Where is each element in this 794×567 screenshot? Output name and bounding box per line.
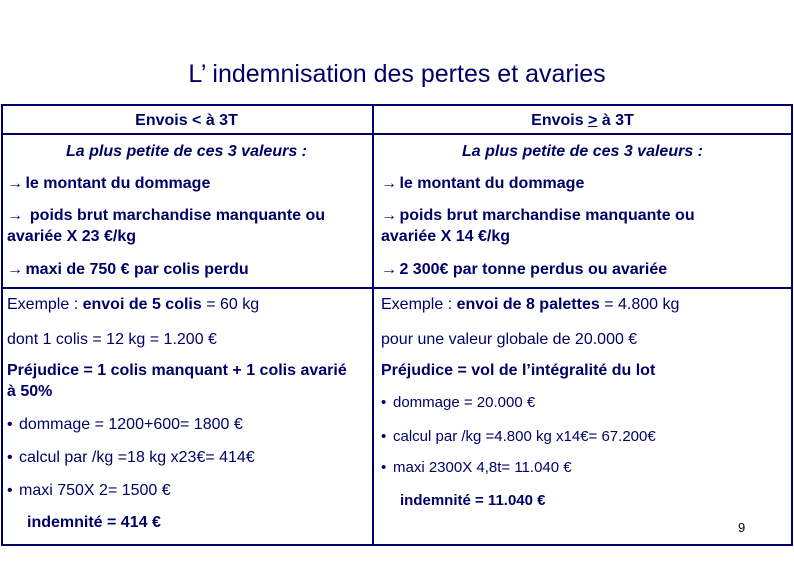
right-arrow-icon: →: [7, 175, 23, 192]
right-subheader: La plus petite de ces 3 valeurs :: [462, 143, 703, 160]
right-arrow-icon: →: [381, 207, 397, 224]
left-prejudice: Préjudice = 1 colis manquant + 1 colis avarié à 50%: [7, 362, 347, 400]
table-border-top: [1, 104, 793, 106]
right-arrow-icon: →: [381, 261, 397, 278]
column-divider: [372, 104, 374, 546]
left-bullet-3: • maxi 750X 2= 1500 €: [7, 482, 171, 499]
right-rule-3: → 2 300€ par tonne perdus ou avariée: [381, 261, 668, 278]
left-example: Exemple : envoi de 5 colis = 60 kg: [7, 296, 260, 313]
right-header: Envois > à 3T: [531, 112, 634, 129]
table-border-right: [791, 104, 793, 546]
left-rule-1: → le montant du dommage: [7, 175, 211, 192]
right-arrow-icon: →: [7, 261, 23, 278]
bullet-icon: •: [7, 482, 13, 499]
right-bullet-2: • calcul par /kg =4.800 kg x14€= 67.200€: [381, 428, 656, 445]
bullet-icon: •: [7, 416, 13, 433]
right-prejudice: Préjudice = vol de l’intégralité du lot: [381, 362, 656, 379]
right-example-detail: pour une valeur globale de 20.000 €: [381, 331, 638, 348]
right-rule-1: → le montant du dommage: [381, 175, 585, 192]
left-header: Envois < à 3T: [135, 112, 238, 129]
left-subheader: La plus petite de ces 3 valeurs :: [66, 143, 307, 160]
right-rule-2: → poids brut marchandise manquante ou avariée X 14 €/kg: [381, 207, 695, 245]
right-arrow-icon: →: [7, 207, 23, 224]
left-example-detail: dont 1 colis = 12 kg = 1.200 €: [7, 331, 217, 348]
bullet-icon: •: [7, 449, 13, 466]
right-example: Exemple : envoi de 8 palettes = 4.800 kg: [381, 296, 680, 313]
left-indemnite: indemnité = 414 €: [27, 514, 161, 531]
bullet-icon: •: [381, 394, 387, 411]
left-rule-3: → maxi de 750 € par colis perdu: [7, 261, 249, 278]
right-arrow-icon: →: [381, 175, 397, 192]
bullet-icon: •: [381, 459, 387, 476]
header-divider: [1, 133, 793, 135]
comparison-table: [1, 104, 793, 546]
left-bullet-2: • calcul par /kg =18 kg x23€= 414€: [7, 449, 255, 466]
left-rule-2: → poids brut marchandise manquante ou avariée X 23 €/kg: [7, 207, 326, 245]
table-border-left: [1, 104, 3, 546]
left-bullet-1: • dommage = 1200+600= 1800 €: [7, 416, 243, 433]
right-bullet-3: • maxi 2300X 4,8t= 11.040 €: [381, 459, 572, 476]
right-bullet-1: • dommage = 20.000 €: [381, 394, 536, 411]
section-divider: [1, 287, 793, 289]
page-number: 9: [738, 520, 746, 535]
table-border-bottom: [1, 544, 793, 546]
page-title: L’ indemnisation des pertes et avaries: [188, 60, 606, 88]
right-indemnite: indemnité = 11.040 €: [400, 492, 546, 509]
bullet-icon: •: [381, 428, 387, 445]
